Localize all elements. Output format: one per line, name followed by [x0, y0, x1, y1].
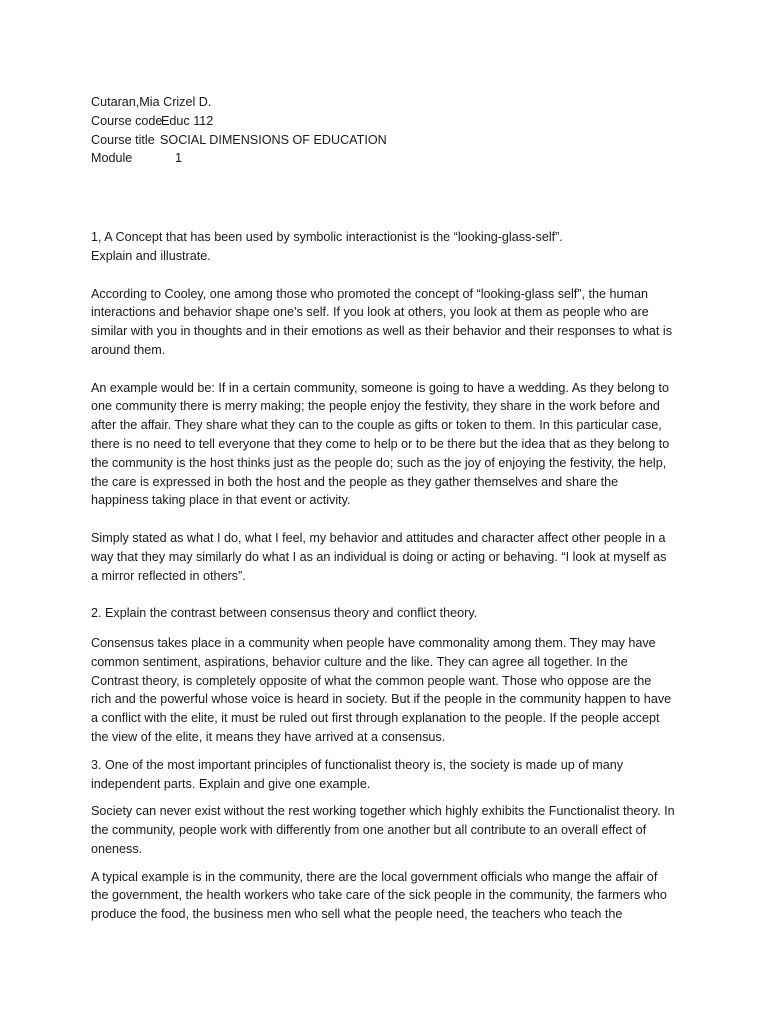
answer-1-paragraph-3: Simply stated as what I do, what I feel, my behavior and attitudes and character affect other people in a way that they may similarly do what I as an individual is doing or acting or behaving. “I look at myself as a mirror reflected in others”. [91, 530, 667, 583]
answer-3-paragraph-1: Society can never exist without the rest working together which highly exhibits the Functionalist theory. In the community, people work with differently from one another but all contribute to an overall effect of oneness. [91, 804, 675, 856]
question-2: 2. Explain the contrast between consensus theory and conflict theory. [91, 606, 478, 621]
course-code-row [91, 112, 675, 131]
course-code-label: Course code [91, 113, 163, 128]
module-row [91, 149, 675, 168]
student-name: Cutaran,Mia Crizel D. [91, 95, 212, 109]
answer-1-paragraph-1: According to Cooley, one among those who promoted the concept of “looking-glass self”, the human interactions and behavior shape one’s self. If you look at others, you look at them as people who are similar with you in thoughts and in their emotions as well as their behavior and their responses to what is around them. [91, 286, 673, 357]
question-1-line-1: 1, A Concept that has been used by symbolic interactionist is the “looking-glass-self”. [91, 230, 563, 245]
answer-2-paragraph: Consensus takes place in a community when people have commonality among them. They may have common sentiment, aspirations, behavior culture and the like. They can agree all together. In the Contrast theory, is completely opposite of what the common people want. Those who oppose are the rich and the powerful whose voice is heard in society. But if the people in the community happen to have a conflict with the elite, it must be ruled out first through explanation to the people. If the people accept the view of the elite, it means they have arrived at a consensus. [91, 635, 672, 744]
course-code-value: Educ 112 [161, 113, 214, 128]
answer-1-paragraph-2: An example would be: If in a certain community, someone is going to have a wedding. As they belong to one community there is merry making; the people enjoy the festivity, they share in the work before and after the affair. They share what they can to the couple as gifts or token to them. In this particular case, there is no need to tell everyone that they come to help or to be there but the idea that as they belong to the community is the host thinks just as the people do; such as the joy of enjoying the festivity, the help, the care is expressed in both the host and the people as they gather themselves and share the happiness taking place in that event or activity. [91, 380, 670, 508]
student-name-row [91, 93, 675, 112]
course-title-row [91, 131, 675, 150]
course-title-label: Course title [91, 132, 155, 147]
module-value: 1 [175, 151, 183, 166]
answer-3-paragraph-2: A typical example is in the community, there are the local government officials who mange the affair of the government, the health workers who take care of the sick people in the community, the farmers who produce the food, the business men who sell what the people need, the teachers who teach the [91, 869, 667, 922]
course-title-value: SOCIAL DIMENSIONS OF EDUCATION [160, 132, 387, 147]
question-1-line-2: Explain and illustrate. [91, 248, 211, 263]
question-3: 3. One of the most important principles of functionalist theory is, the society is made up of many independent parts. Explain and give one example. [91, 757, 623, 791]
module-label: Module [91, 151, 133, 166]
document-content [91, 93, 675, 924]
